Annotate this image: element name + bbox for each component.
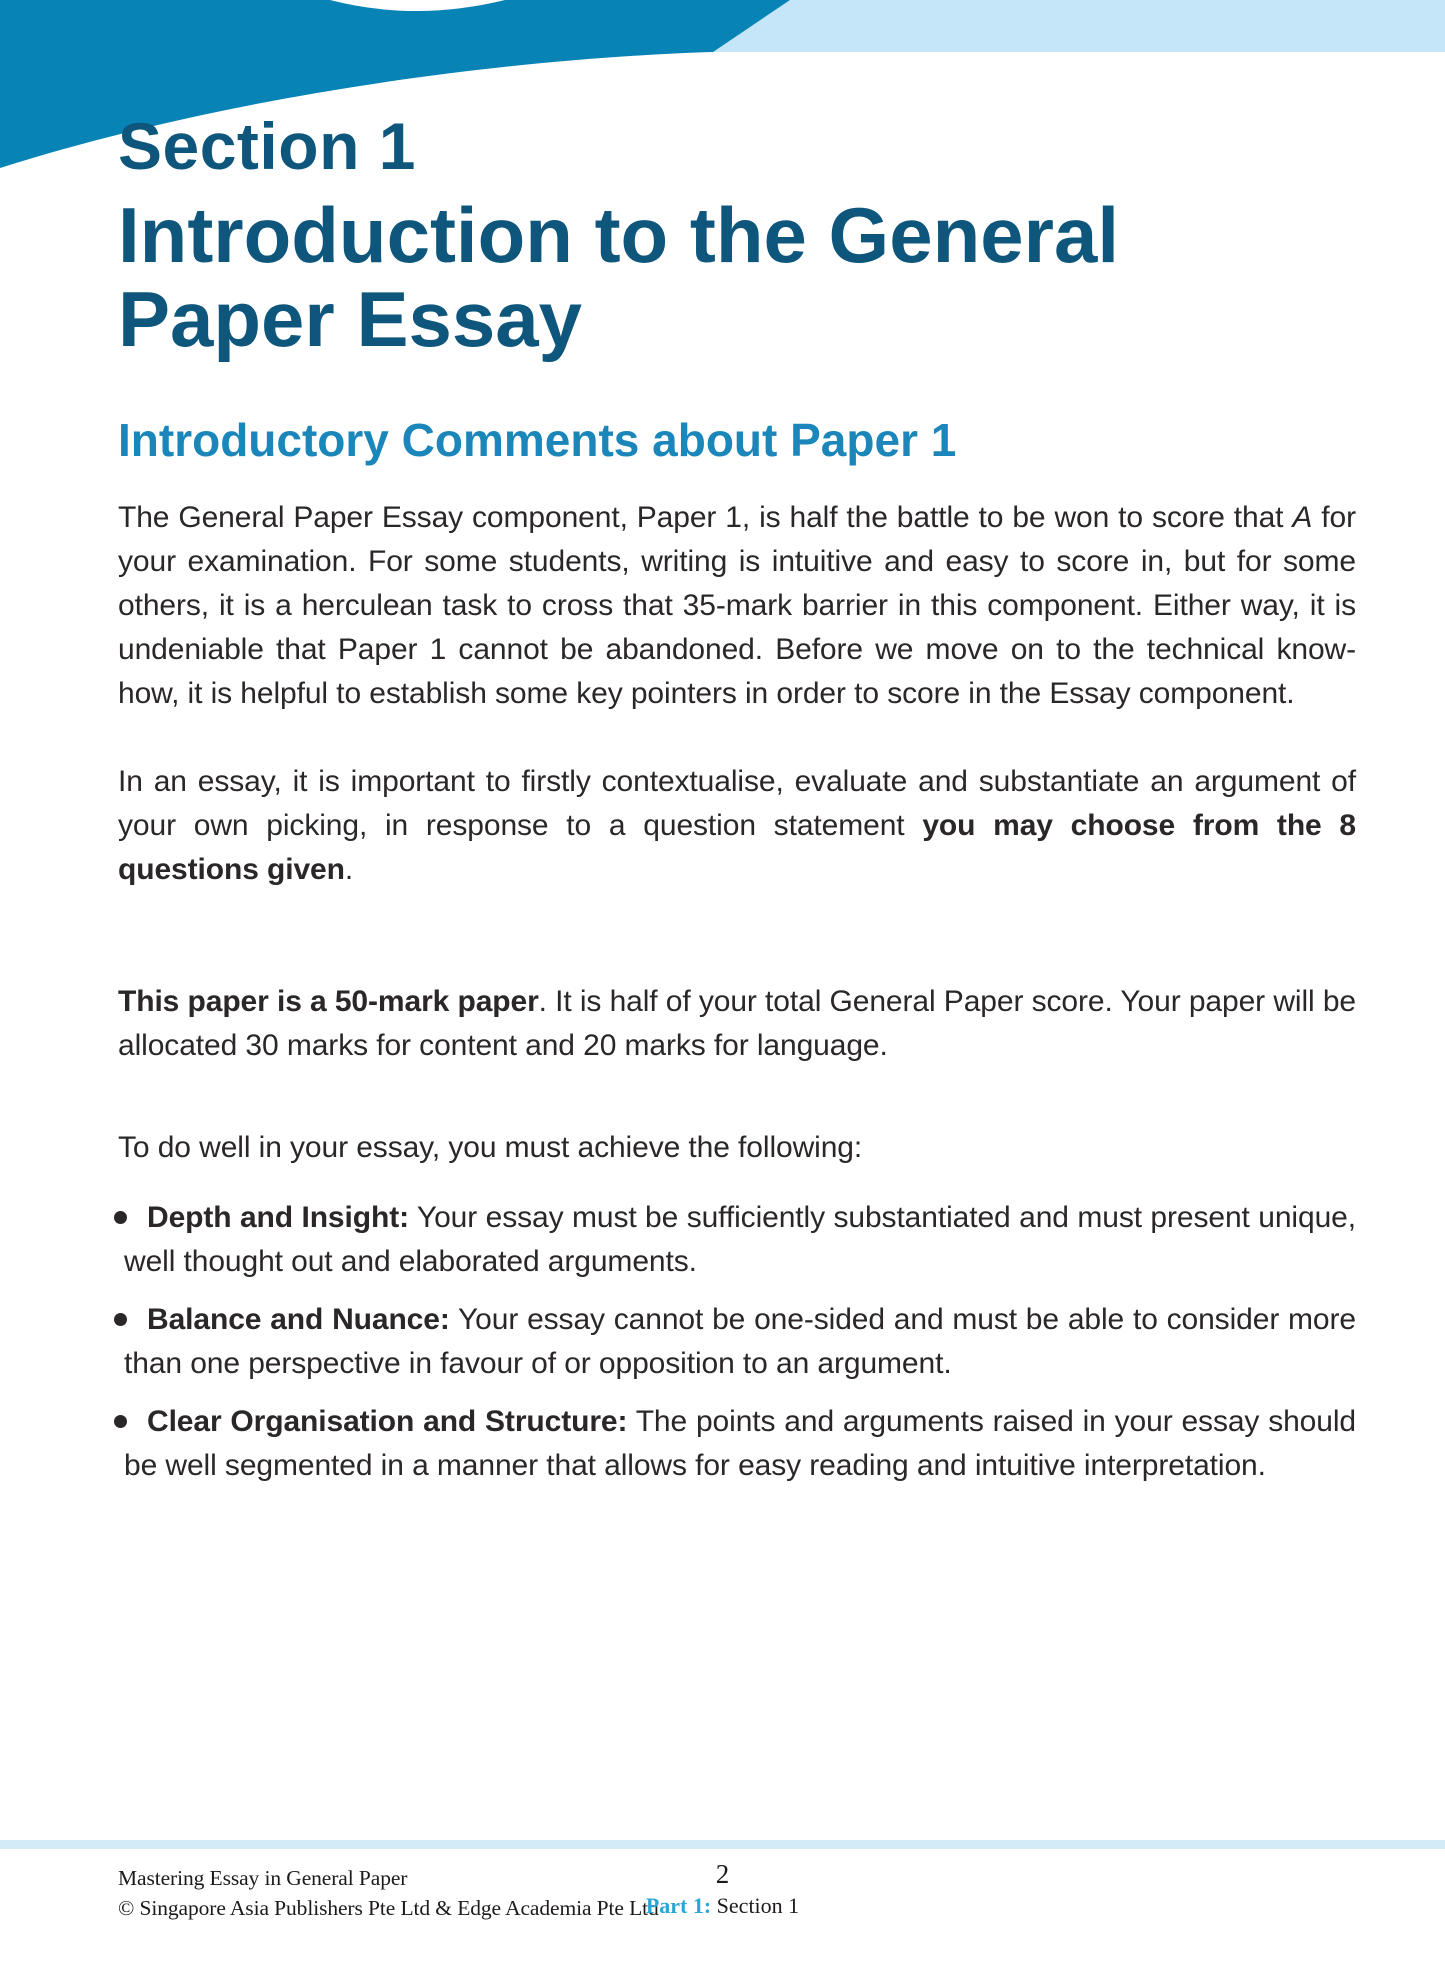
page-title-line-1: Introduction to the General (118, 191, 1120, 280)
footer-imprint (118, 1863, 659, 1923)
criteria-list (118, 1196, 1356, 1488)
paragraph-3-bold-text: This paper is a 50-mark paper (118, 984, 539, 1018)
list-item-clear-organisation (118, 1400, 1356, 1488)
footer-page-info (646, 1858, 799, 1920)
paragraph-2-text: In an essay, it is important to firstly contextualise, evaluate and substantiate an argument of your own picking, in response to a question statement (118, 764, 1356, 842)
page-title (118, 191, 1356, 364)
subheading: Introductory Comments about Paper 1 (118, 414, 957, 467)
paragraph-1-text-cont: for your examination. For some students, writing is intuitive and easy to score in, but for some others, it is a herculean task to cross that 35-mark barrier in this component. Either way, it is undeniable that Paper 1 cannot be abandoned. Before we move on to the technical know-how, it is helpful to establish some key pointers in order to score in the Essay component. (118, 500, 1356, 710)
page-title-line-2: Paper Essay (118, 275, 583, 364)
paragraph-2-period: . (344, 852, 354, 886)
paragraph-1-text: The General Paper Essay component, Paper 1, is half the battle to be won to score that (118, 500, 1293, 534)
list-item-text: Your essay must be sufficiently substantiated and must present unique, well thought out and elaborated arguments. (124, 1200, 1356, 1278)
list-item-lead: Clear Organisation and Structure: (147, 1404, 628, 1438)
page-footer (0, 1858, 1445, 1938)
list-item-text: The points and arguments raised in your essay should be well segmented in a manner that allows for easy reading and intuitive interpretation. (124, 1404, 1356, 1482)
paragraph-1 (118, 496, 1356, 716)
footer-part-section (646, 1892, 799, 1920)
list-item-lead: Depth and Insight: (147, 1200, 409, 1234)
footer-divider (0, 1840, 1445, 1849)
main-content (118, 0, 1356, 1488)
paragraph-1-italic-grade: A (1292, 500, 1313, 534)
page-number: 2 (715, 1859, 730, 1889)
section-kicker: Section 1 (118, 109, 416, 183)
list-item-balance-and-nuance (118, 1298, 1356, 1386)
footer-copyright: © Singapore Asia Publishers Pte Ltd & Edge Academia Pte Ltd (118, 1896, 659, 1920)
list-item-depth-and-insight (118, 1196, 1356, 1284)
paragraph-2-bold-text: you may choose from the 8 questions given (118, 808, 1356, 886)
paragraph-3-text: . It is half of your total General Paper score. Your paper will be allocated 30 marks for content and 20 marks for language. (118, 984, 1356, 1062)
footer-book-title: Mastering Essay in General Paper (118, 1866, 408, 1890)
list-item-lead: Balance and Nuance: (147, 1302, 450, 1336)
paragraph-3 (118, 980, 1356, 1068)
footer-part-label: Part 1: (645, 1893, 712, 1918)
paragraph-4: To do well in your essay, you must achieve the following: (118, 1130, 863, 1164)
paragraph-2 (118, 760, 1356, 892)
footer-section-label: Section 1 (711, 1893, 800, 1918)
list-item-text: Your essay cannot be one-sided and must be able to consider more than one perspective in favour of or opposition to an argument. (124, 1302, 1356, 1380)
